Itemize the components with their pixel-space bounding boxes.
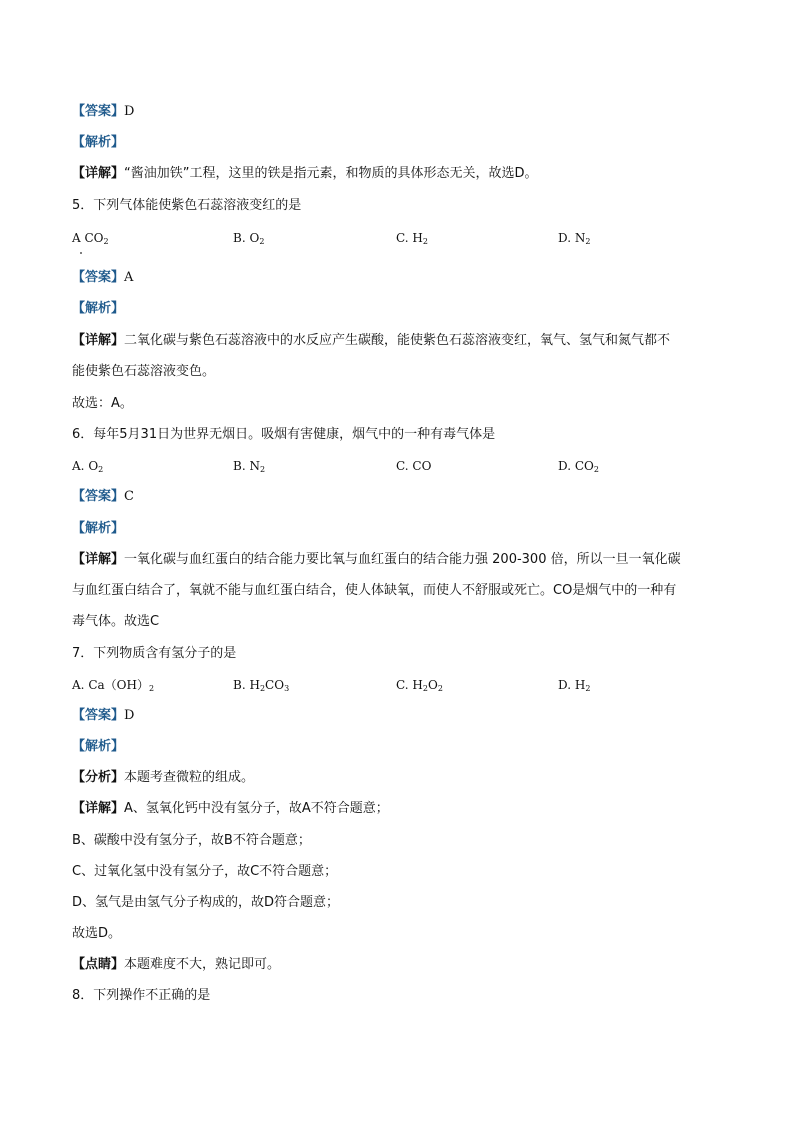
q7-option-c: C. $H_2O_2$ [396, 678, 443, 693]
q7-analysis-line: 【解析】 [72, 739, 125, 754]
detail-tag: 【详解】 [72, 166, 125, 181]
q5-conclusion: 故选：A。 [72, 396, 133, 411]
q5-option-d: D. $N_2$ [558, 231, 591, 246]
q5-analysis-line: 【解析】 [72, 301, 125, 316]
q7-detail-c: C、过氧化氢中没有氢分子，故C不符合题意； [72, 864, 338, 879]
q5-detail-line1: 【详解】二氧化碳与紫色石蕊溶液中的水反应产生碳酸，能使紫色石蕊溶液变红，氧气、氢气和氮气都不 [72, 333, 671, 348]
q6-detail-line3: 毒气体。故选C [72, 614, 160, 629]
fenxi-tag: 【分析】 [72, 770, 125, 785]
q5-answer-line: 【答案】A [72, 270, 134, 285]
q7-answer-line: 【答案】D [72, 708, 135, 723]
q7-option-a: A. $Ca(OH)_2$ [72, 678, 155, 693]
q4-answer: D [124, 104, 135, 119]
answer-tag: 【答案】 [72, 104, 125, 119]
dianjing-tag: 【点睛】 [72, 957, 125, 972]
q6-stem: 6．每年5月31日为世界无烟日。吸烟有害健康，烟气中的一种有毒气体是 [72, 427, 496, 442]
q5-detail-line2: 能使紫色石蕊溶液变色。 [72, 364, 216, 379]
q7-detail-b: B、碳酸中没有氢分子，故B不符合题意； [72, 833, 311, 848]
q5-option-b: B. $O_2$ [233, 231, 265, 246]
q6-answer: C [124, 489, 134, 504]
q8-stem: 8．下列操作不正确的是 [72, 988, 211, 1003]
q7-option-b: B. $H_2CO_3$ [233, 678, 290, 693]
q6-option-d: D. $CO_2$ [558, 459, 599, 474]
q5-stem: 5．下列气体能使紫色石蕊溶液变红的是 [72, 198, 302, 213]
q7-stem: 7．下列物质含有氢分子的是 [72, 646, 237, 661]
analysis-tag: 【解析】 [72, 135, 125, 150]
q6-option-a: A. $O_2$ [72, 459, 104, 474]
q7-option-d: D. $H_2$ [558, 678, 591, 693]
q7-detail-d: D、氢气是由氢气分子构成的，故D符合题意； [72, 895, 340, 910]
q7-conclusion: 故选D。 [72, 926, 122, 941]
q7-dianjing-line: 【点睛】本题难度不大，熟记即可。 [72, 957, 281, 972]
q6-option-c: C. CO [396, 459, 432, 473]
q6-detail-line1: 【详解】一氧化碳与血红蛋白的结合能力要比氧与血红蛋白的结合能力强 200-300 倍，所以一旦一氧化碳 [72, 552, 681, 567]
stray-mark [80, 252, 82, 254]
q7-fenxi-line: 【分析】本题考查微粒的组成。 [72, 770, 255, 785]
q6-detail-line2: 与血红蛋白结合了，氧就不能与血红蛋白结合，使人体缺氧，而使人不舒服或死亡。CO是烟气中的一种有 [72, 583, 677, 598]
q4-analysis-line [72, 135, 124, 151]
q4-detail-line [72, 166, 538, 182]
q6-option-b: B. $N_2$ [233, 459, 266, 474]
q5-option-c: C. $H_2$ [396, 231, 428, 246]
q4-answer-line [72, 104, 134, 120]
q5-answer: A [124, 270, 134, 285]
q6-analysis-line: 【解析】 [72, 521, 125, 536]
q7-detail-line: 【详解】A、氢氧化钙中没有氢分子，故A不符合题意； [72, 801, 389, 816]
q6-answer-line: 【答案】C [72, 489, 134, 504]
q5-option-a: A $CO_2$ [72, 231, 109, 246]
q4-detail: “酱油加铁”工程，这里的铁是指元素，和物质的具体形态无关，故选D。 [124, 166, 538, 181]
q7-answer: D [124, 708, 135, 723]
